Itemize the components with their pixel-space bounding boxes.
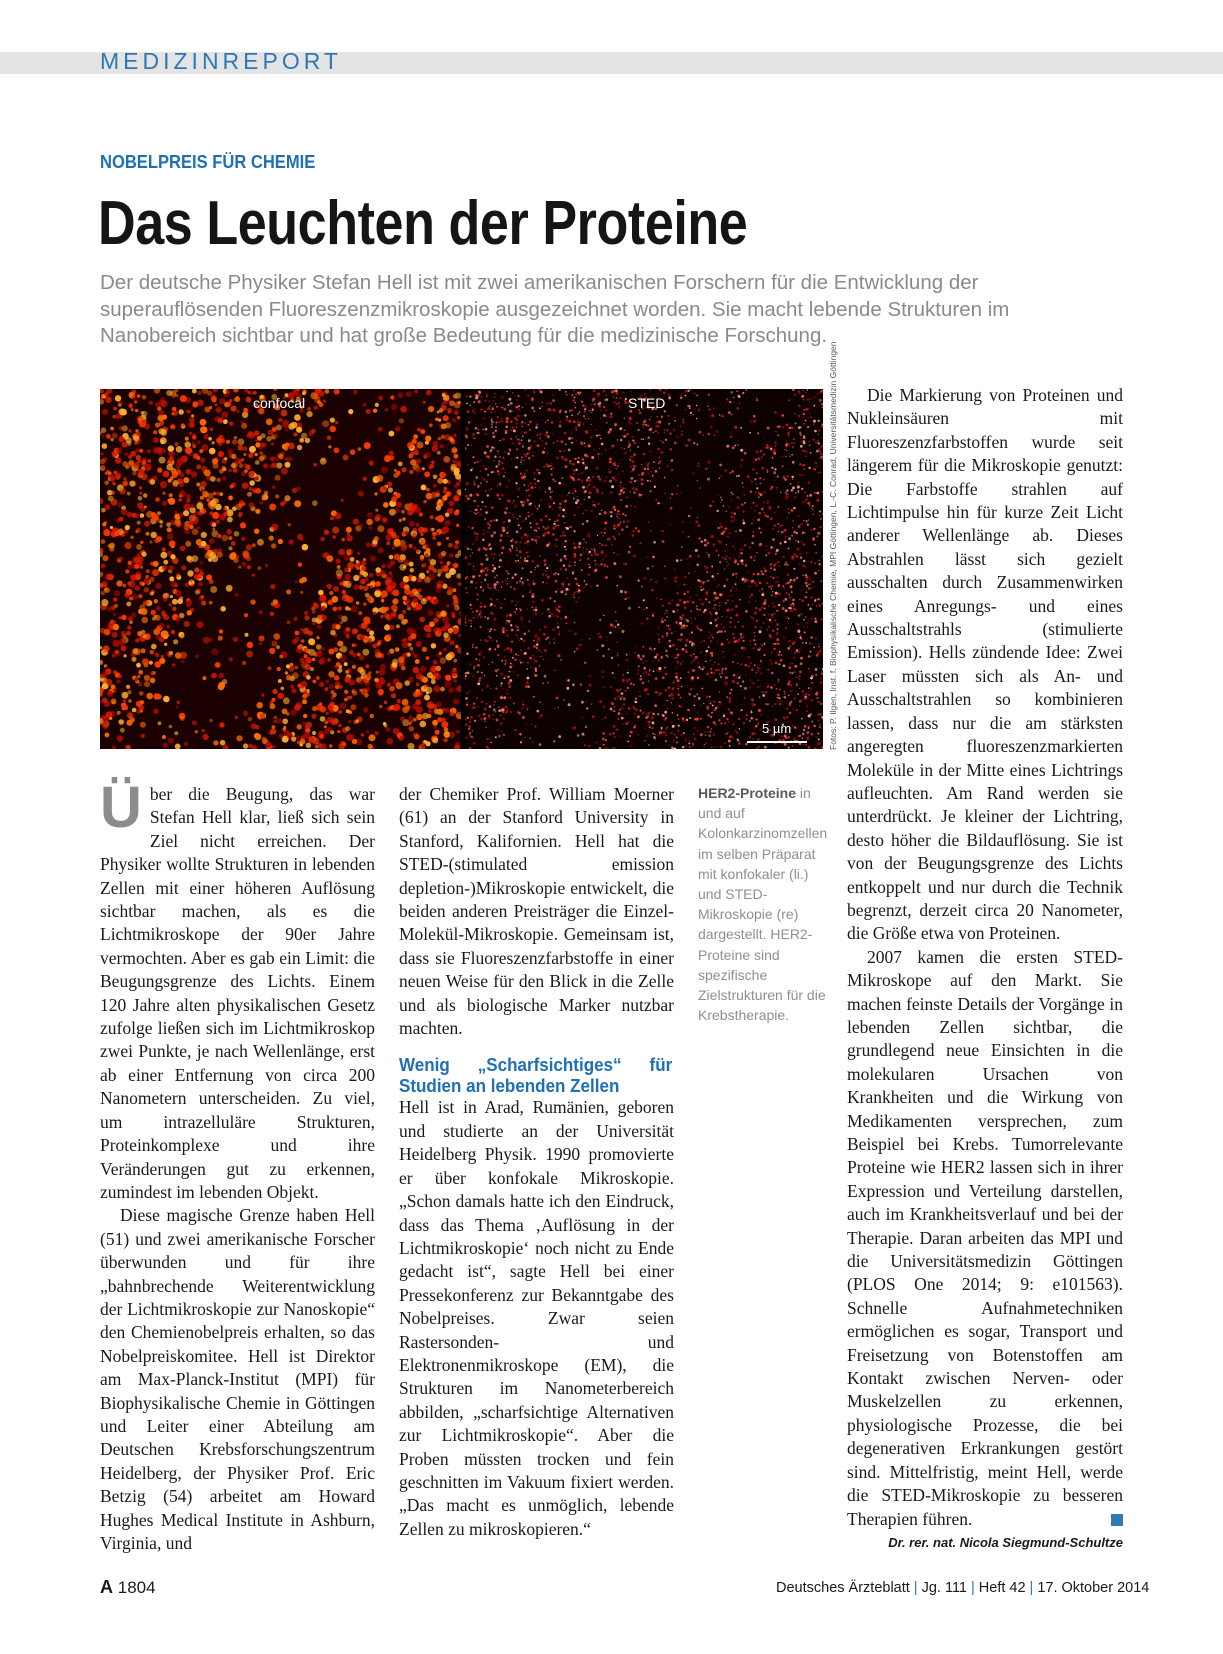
article-deck: Der deutsche Physiker Stefan Hell ist mit zwei amerikanischen Forschern für die Entwicklung der superauflösenden Fluoreszenzmikroskopie ausgezeichnet worden. Sie macht lebende Strukturen im Nanobereich sichtbar und hat große Bedeutung für die medizinische Forschung. <box>100 271 1010 347</box>
journal-issue: Heft 42 <box>978 1580 1026 1596</box>
subheading: Wenig „Scharfsichtiges“ für Studien an lebenden Zellen <box>399 1054 673 1097</box>
article-kicker: NOBELPREIS FÜR CHEMIE <box>100 152 316 172</box>
scalebar <box>747 741 807 743</box>
article-headline: Das Leuchten der Proteine <box>98 189 748 258</box>
footer-journal <box>776 1580 1150 1596</box>
paragraph-2: Diese magische Grenze haben Hell (51) und zwei amerikanische Forscher überwunden und für ihre „bahnbrechende Weiterentwicklung der Lichtmikroskopie zur Nanoskopie“ den Chemienobelpreis erhalten, so das Nobelpreiskomitee. Hell ist Direktor am Max-Planck-Institut (MPI) für Biophysikalische Chemie in Göttingen und Leiter einer Abteilung am Deutschen Krebsforschungszentrum Heidelberg, der Physiker Prof. Eric Betzig (54) arbeitet am Howard Hughes Medical Institute in Ashburn, Virginia, und <box>100 1205 375 1553</box>
paragraph-3: der Chemiker Prof. William Moerner (61) an der Stanford University in Stanford, Kalifornien. Hell hat die STED-(stimulated emission depletion-)Mikroskopie entwickelt, die beiden anderen Preisträger die Einzel-Molekül-Mikroskopie. Gemeinsam ist, dass sie Fluoreszenzfarbstoffe in einer neuen Weise für den Blick in die Zelle und als biologische Marker nutzbar machten. <box>399 784 674 1039</box>
photo-credit <box>818 341 838 750</box>
drop-cap: Ü <box>100 775 142 840</box>
separator: | <box>1029 1580 1034 1596</box>
separator: | <box>913 1580 918 1596</box>
section-label: MEDIZINREPORT <box>100 48 342 74</box>
body-column-1 <box>100 775 375 1555</box>
caption-text: in und auf Kolonkarzinomzellen im selben Präparat mit konfokaler (li.) und STED-Mikroskopie (re) dargestellt. HER2-Proteine sind spezifische Zielstrukturen für die Krebstherapie. <box>698 785 828 1024</box>
end-mark-icon <box>1111 1514 1123 1526</box>
journal-name: Deutsches Ärzteblatt <box>776 1580 910 1596</box>
paragraph-6-text: 2007 kamen die ersten STED-Mikroskope auf den Markt. Sie machen feinste Details der Vorgänge in lebenden Zellen sichtbar, die grundlegend neue Einsichten in die molekularen Ursachen von Krankheiten und die Wirkung von Medikamenten versprechen, zum Beispiel bei Krebs. Tumorrelevante Proteine wie HER2 lassen sich in ihrer Expression und Verteilung darstellen, auch im Krankheitsverlauf und bei der Therapie. Daran arbeiten das MPI und die Universitätsmedizin Göttingen (PLOS One 2014; 9: e101563). Schnelle Aufnahmetechniken ermöglichen es sogar, Transport und Freisetzung von Botenstoffen am Kontakt zwischen Nerven- oder Muskelzellen zu erkennen, physiologische Prozesse, die bei degenerativen Erkrankungen gestört sind. Mittelfristig, meint Hell, werde die STED-Mikroskopie zu besseren Therapien führen. <box>847 946 1123 1529</box>
photo-credit-text: Fotos: P. Ilgen, Inst. f. Biophysikalische Chemie, MPI Göttingen, L.-C. Conrad, Universitätsmedizin Göttingen <box>828 341 838 750</box>
body-column-4 <box>847 384 1123 1531</box>
sted-label: STED <box>628 395 666 411</box>
paragraph-5: Die Markierung von Proteinen und Nukleinsäuren mit Fluoreszenzfarbstoffen wurde seit längerem für die Mikroskopie genutzt: Die Farbstoffe strahlen auf Lichtimpulse hin für kurze Zeit Licht anderer Wellenlänge ab. Dieses Abstrahlen lässt sich gezielt ausschalten durch Zusammenwirken eines Anregungs- und eines Ausschaltstrahls (stimulierte Emission). Hells zündende Idee: Zwei Laser müssten sich als An- und Ausschaltstrahlen so kombinieren lassen, dass nur die am stärksten angeregten fluoreszenzmarkierten Moleküle in der Mitte eines Lichtrings aufleuchten. Am Rand werden sie unterdrückt. Je kleiner der Lichtring, desto höher die Bildauflösung. Sie ist von der Beugungsgrenze des Lichts entkoppelt und nur durch die Technik begrenzt, derzeit circa 20 Nanometer, die Größe etwa von Proteinen. <box>847 385 1123 944</box>
caption-lead: HER2-Proteine <box>698 785 797 801</box>
paragraph-1: ber die Beugung, das war Stefan Hell klar, ließ sich sein Ziel nicht erreichen. Der Physiker wollte Strukturen in lebenden Zellen mit einer höheren Auflösung sichtbar machen, als es die Lichtmikroskope der 90er Jahre vermochten. Aber es gab ein Limit: die Beugungsgrenze des Lichts. Einem 120 Jahre alten physikalischen Gesetz zufolge ließen sich im Lichtmikroskop zwei Punkte, je nach Wellenlänge, erst ab einer Entfernung von circa 200 Nanometern unterscheiden. Zu viel, um intrazelluläre Strukturen, Proteinkomplexe und ihre Veränderungen gut zu erkennen, zumindest im lebenden Objekt. <box>100 784 375 1202</box>
sted-panel <box>465 389 823 749</box>
confocal-label: confocal <box>253 395 306 411</box>
confocal-panel <box>100 389 461 749</box>
journal-date: 17. Oktober 2014 <box>1037 1580 1150 1596</box>
page-number <box>100 1577 156 1598</box>
page-prefix: A <box>100 1577 113 1597</box>
journal-volume: Jg. 111 <box>921 1580 967 1596</box>
separator: | <box>971 1580 975 1596</box>
scalebar-label: 5 µm <box>762 721 792 736</box>
figure-caption <box>698 783 828 1025</box>
microscopy-figure <box>100 389 823 749</box>
paragraph-6 <box>847 946 1123 1531</box>
sted-image <box>465 389 823 749</box>
author-line: Dr. rer. nat. Nicola Siegmund-Schultze <box>888 1535 1123 1550</box>
paragraph-4: Hell ist in Arad, Rumänien, geboren und studierte an der Universität Heidelberg Physik. 1990 promovierte er über konfokale Mikroskopie. „Schon damals hatte ich den Eindruck, dass das Thema ‚Auflösung in der Lichtmikroskopie‘ noch nicht zu Ende gedacht ist“, sagte Hell bei einer Pressekonferenz zur Bekanntgabe des Nobelpreises. Zwar seien Rastersonden- und Elektronenmikroskope (EM), die Strukturen im Nanometerbereich abbilden, „scharfsichtige Alternativen zur Lichtmikroskopie“. Aber die Proben müssten trocken und fein geschnitten im Vakuum fixiert werden. „Das macht es unmöglich, lebende Zellen zu mikroskopieren.“ <box>399 1097 674 1539</box>
confocal-image <box>100 389 461 749</box>
page-number-value: 1804 <box>117 1578 156 1597</box>
body-column-2 <box>399 783 674 1541</box>
